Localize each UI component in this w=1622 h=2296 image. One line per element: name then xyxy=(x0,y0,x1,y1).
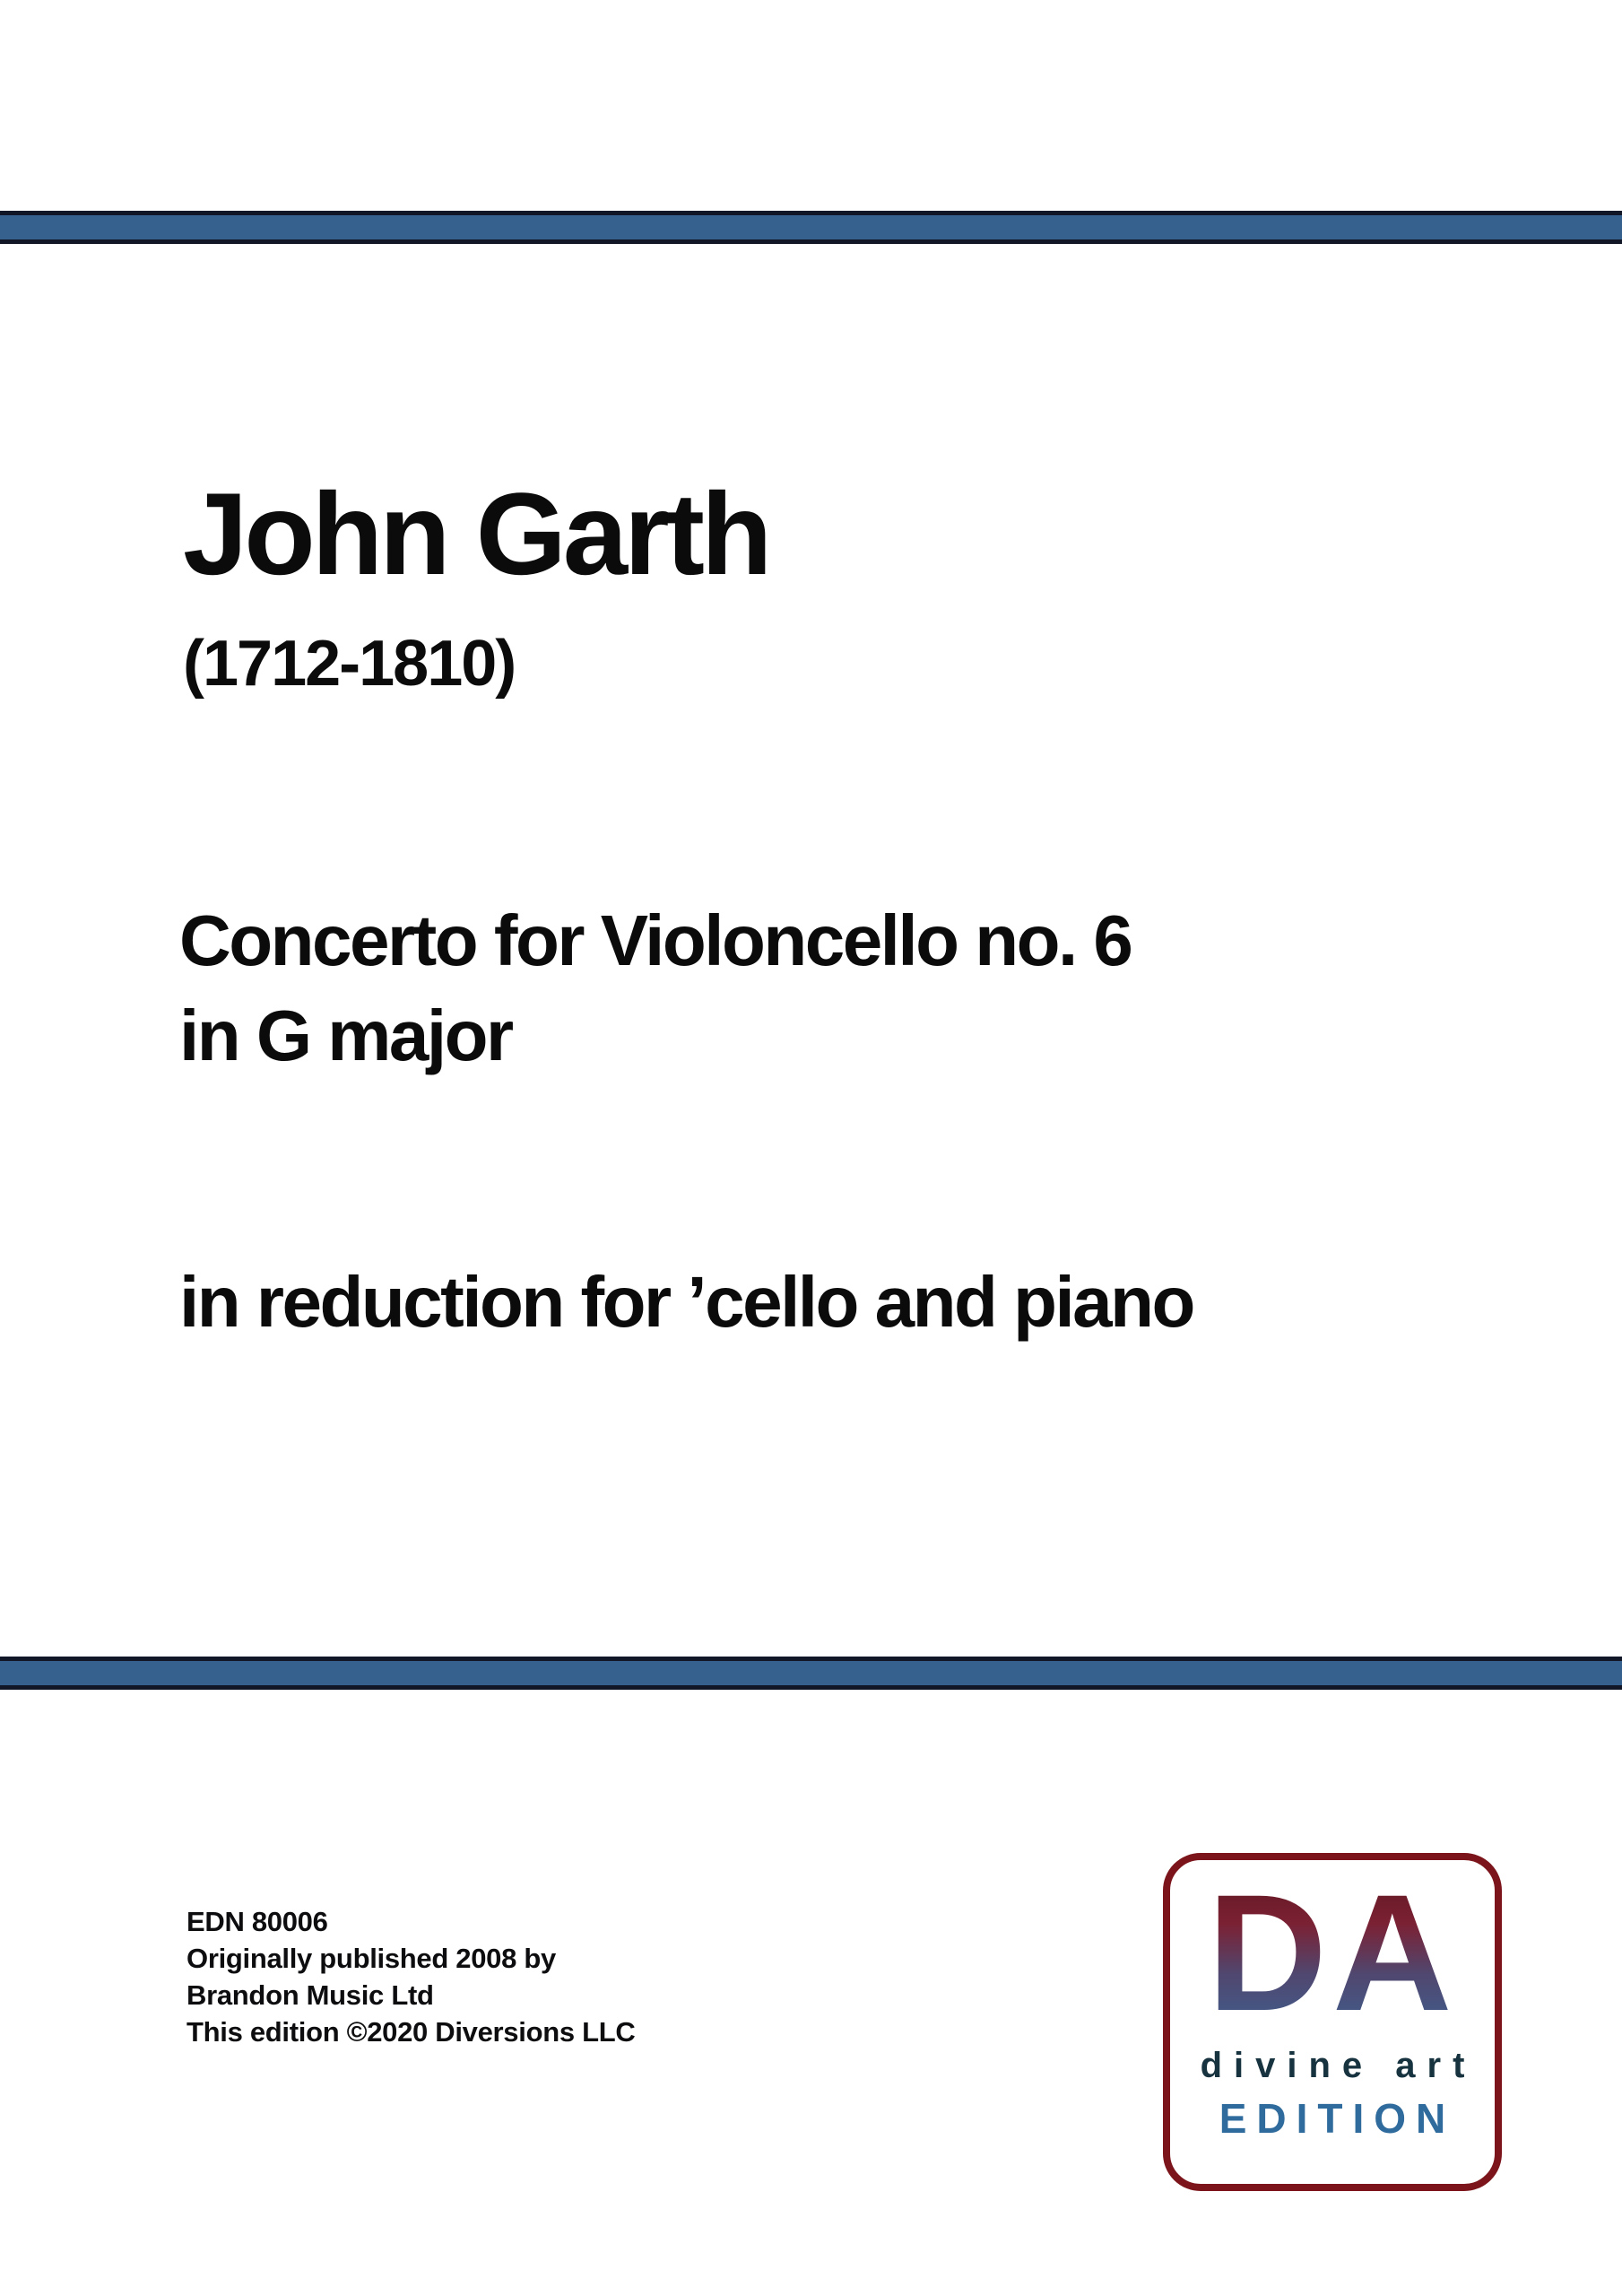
divine-art-logo xyxy=(1163,1853,1502,2191)
top-rule xyxy=(0,211,1622,244)
catalog-number: EDN 80006 xyxy=(186,1906,328,1937)
credits-block xyxy=(186,1903,635,2050)
logo-monogram: DA xyxy=(1170,1871,1495,2037)
composer-name: John Garth xyxy=(183,468,769,599)
copyright-line: This edition ©2020 Diversions LLC xyxy=(186,2016,636,2048)
work-title-line1: Concerto for Violoncello no. 6 xyxy=(179,900,1132,980)
arrangement-note: in reduction for ’cello and piano xyxy=(179,1262,1193,1342)
publisher-name: Brandon Music Ltd xyxy=(186,1979,434,2011)
published-line: Originally published 2008 by xyxy=(186,1943,556,1974)
composer-dates: (1712-1810) xyxy=(183,628,516,700)
work-title-line2: in G major xyxy=(179,996,512,1075)
logo-edition-label: EDITION xyxy=(1219,2095,1456,2142)
bottom-rule xyxy=(0,1657,1622,1690)
logo-name: divine art xyxy=(1200,2046,1477,2085)
